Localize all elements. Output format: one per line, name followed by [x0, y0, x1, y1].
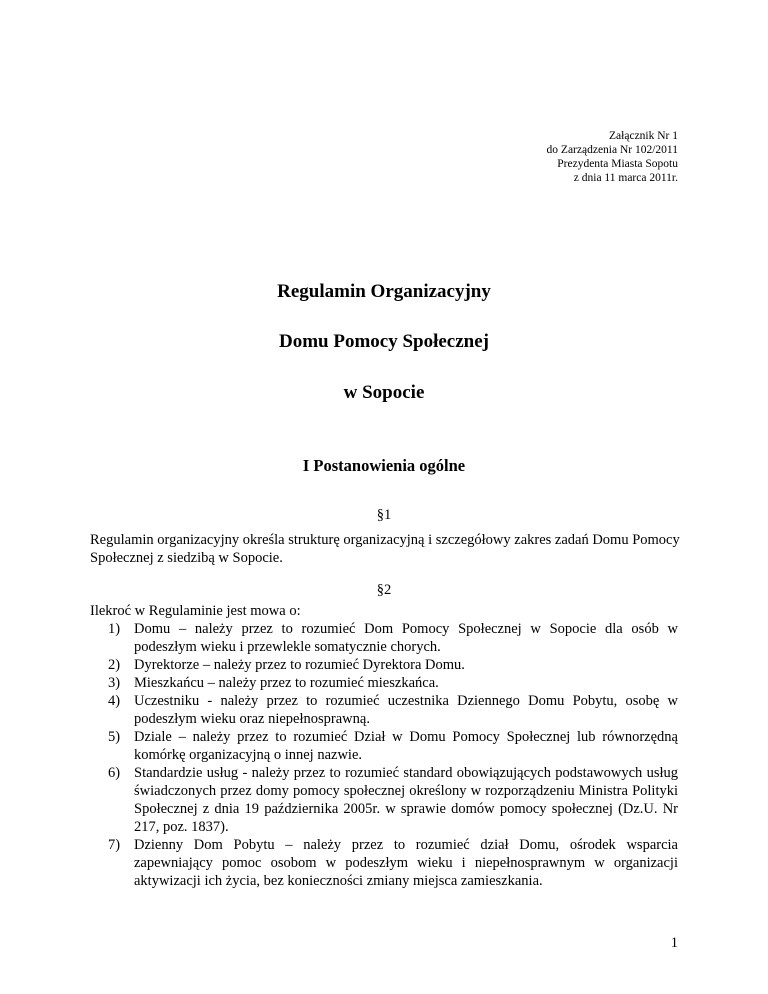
list-item-text: Uczestniku - należy przez to rozumieć uczestnika Dziennego Domu Pobytu, osobę w podeszłym wieku oraz niepełnosprawną. — [134, 693, 678, 727]
document-title: Regulamin Organizacyjny — [277, 281, 491, 302]
list-item-number: 1) — [108, 621, 121, 637]
list-item-number: 2) — [108, 657, 121, 673]
list-item-number: 6) — [108, 765, 121, 781]
annex-line-4: z dnia 11 marca 2011r. — [573, 172, 678, 184]
paragraph-mark-1: §1 — [376, 507, 392, 523]
list-item — [108, 728, 678, 764]
list-item-number: 7) — [108, 837, 121, 853]
list-item-text: Dyrektorze – należy przez to rozumieć Dyrektora Domu. — [134, 657, 465, 673]
document-subtitle: Domu Pomocy Społecznej — [278, 331, 490, 352]
paragraph-1-text: Regulamin organizacyjny określa strukturę organizacyjną i szczegółowy zakres zadań Domu Pomocy Społecznej z siedzibą w Sopocie. — [90, 532, 680, 566]
annex-line-1: Załącznik Nr 1 — [609, 130, 678, 142]
list-item — [108, 836, 678, 890]
list-item-text: Mieszkańcu – należy przez to rozumieć mieszkańca. — [134, 675, 439, 691]
list-item-text: Dziale – należy przez to rozumieć Dział w Domu Pomocy Społecznej lub równorzędną komórkę organizacyjną o innej nazwie. — [134, 729, 678, 763]
annex-line-2: do Zarządzenia Nr 102/2011 — [546, 144, 678, 156]
list-item — [108, 764, 678, 836]
list-item-text: Domu – należy przez to rozumieć Dom Pomocy Społecznej w Sopocie dla osób w podeszłym wieku i przewlekle somatycznie chorych. — [134, 621, 678, 655]
definitions-list — [108, 620, 678, 890]
list-item-number: 4) — [108, 693, 121, 709]
list-item — [108, 620, 678, 656]
list-item-number: 5) — [108, 729, 121, 745]
list-item — [108, 674, 678, 692]
list-item — [108, 656, 678, 674]
section-heading: I Postanowienia ogólne — [302, 456, 466, 475]
annex-line-3: Prezydenta Miasta Sopotu — [557, 158, 678, 170]
annex-header — [547, 129, 678, 185]
paragraph-mark-2: §2 — [376, 582, 392, 598]
page-number: 1 — [670, 935, 678, 951]
list-item-text: Standardzie usług - należy przez to rozumieć standard obowiązujących podstawowych usług świadczonych przez domy pomocy społecznej określony w rozporządzeniu Ministra Polityki Społecznej z dnia 19 października 2005r. w sprawie domów pomocy społecznej (Dz.U. Nr 217, poz. 1837). — [134, 765, 678, 835]
list-item-text: Dzienny Dom Pobytu – należy przez to rozumieć dział Domu, ośrodek wsparcia zapewniający pomoc osobom w podeszłym wieku i niepełnosprawnym w organizacji aktywizacji ich życia, bez konieczności zmiany miejsca zamieszkania. — [134, 837, 678, 889]
paragraph-2-intro: Ilekroć w Regulaminie jest mowa o: — [90, 603, 301, 619]
list-item-number: 3) — [108, 675, 121, 691]
list-item — [108, 692, 678, 728]
document-location: w Sopocie — [343, 382, 425, 403]
